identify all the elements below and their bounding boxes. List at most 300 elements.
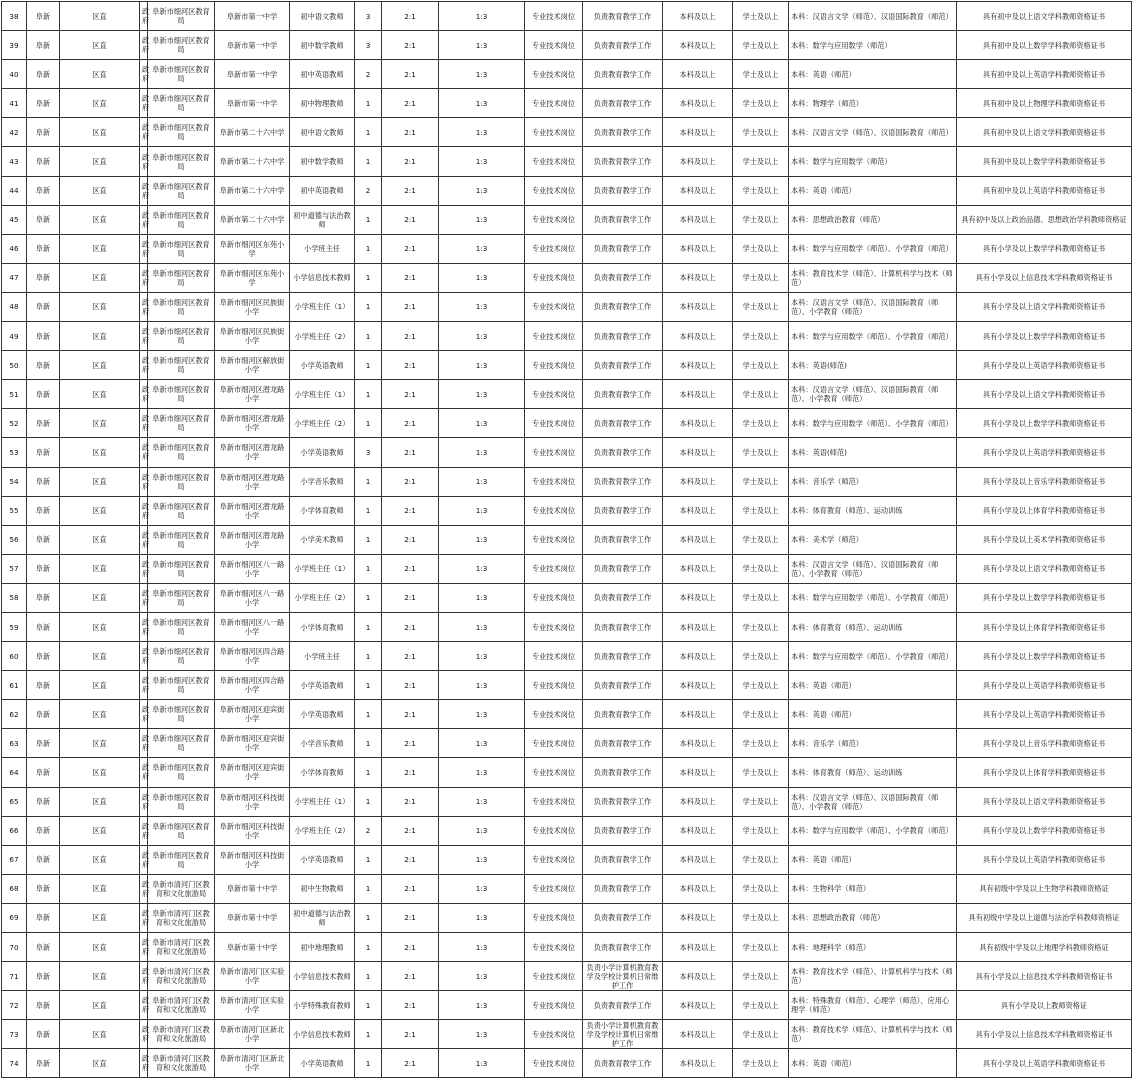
duty-cell: 负责教育教学工作 [583, 322, 663, 351]
certificate-cell: 具有小学及以上语文学科教师资格证书 [957, 787, 1132, 816]
level-cell: 区直 [60, 1049, 140, 1078]
ratio-cell: 2:1 [382, 991, 439, 1020]
duty-cell: 负责教育教学工作 [583, 292, 663, 321]
sector-cell: 政府 [140, 292, 148, 321]
sector-cell: 政府 [140, 89, 148, 118]
school-cell: 阜新市细河区四合路小学 [215, 642, 290, 671]
ratio-cell: 2:1 [382, 700, 439, 729]
ratio-cell: 2:1 [382, 147, 439, 176]
post-type-cell: 专业技术岗位 [525, 845, 583, 874]
department-cell: 阜新市细河区教育局 [148, 380, 215, 409]
level-cell: 区直 [60, 729, 140, 758]
position-cell: 小学班主任（1） [290, 380, 355, 409]
table-row [2, 176, 1132, 205]
city-cell: 阜新 [27, 205, 60, 234]
position-cell: 小学体育教师 [290, 612, 355, 641]
degree-cell: 学士及以上 [733, 1020, 789, 1049]
sector-cell: 政府 [140, 700, 148, 729]
post-type-cell: 专业技术岗位 [525, 991, 583, 1020]
certificate-cell: 具有初中及以上语文学科教师资格证书 [957, 2, 1132, 31]
ratio-cell: 2:1 [382, 816, 439, 845]
school-cell: 阜新市第十中学 [215, 903, 290, 932]
department-cell: 阜新市细河区教育局 [148, 205, 215, 234]
table-row [2, 1020, 1132, 1049]
post-type-cell: 专业技术岗位 [525, 292, 583, 321]
table-row [2, 409, 1132, 438]
sector-cell: 政府 [140, 612, 148, 641]
major-cell: 本科：生物科学（师范） [789, 874, 957, 903]
post-type-cell: 专业技术岗位 [525, 263, 583, 292]
sector-cell: 政府 [140, 322, 148, 351]
duty-cell: 负责小学计算机教育教学及学校计算机日常维护工作 [583, 962, 663, 991]
major-cell: 本科：英语(师范) [789, 438, 957, 467]
table-row [2, 845, 1132, 874]
degree-cell: 学士及以上 [733, 380, 789, 409]
level-cell: 区直 [60, 234, 140, 263]
department-cell: 阜新市细河区教育局 [148, 700, 215, 729]
row-number: 58 [2, 583, 27, 612]
education-cell: 本科及以上 [663, 991, 733, 1020]
position-cell: 小学英语教师 [290, 351, 355, 380]
quota-cell: 1 [355, 205, 382, 234]
level-cell: 区直 [60, 60, 140, 89]
table-row [2, 1049, 1132, 1078]
city-cell: 阜新 [27, 234, 60, 263]
table-row [2, 671, 1132, 700]
degree-cell: 学士及以上 [733, 991, 789, 1020]
department-cell: 阜新市细河区教育局 [148, 758, 215, 787]
quota-cell: 1 [355, 234, 382, 263]
quota-cell: 3 [355, 31, 382, 60]
level-cell: 区直 [60, 962, 140, 991]
row-number: 57 [2, 554, 27, 583]
school-cell: 阜新市第一中学 [215, 60, 290, 89]
exam-ratio-cell: 1:3 [439, 554, 525, 583]
certificate-cell: 具有初级中学及以上生物学科教师资格证 [957, 874, 1132, 903]
major-cell: 本科：思想政治教育（师范） [789, 205, 957, 234]
duty-cell: 负责教育教学工作 [583, 729, 663, 758]
quota-cell: 1 [355, 787, 382, 816]
post-type-cell: 专业技术岗位 [525, 409, 583, 438]
level-cell: 区直 [60, 292, 140, 321]
major-cell: 本科：物理学（师范） [789, 89, 957, 118]
city-cell: 阜新 [27, 671, 60, 700]
major-cell: 本科：数学与应用数学（师范） [789, 31, 957, 60]
school-cell: 阜新市细河区潜龙路小学 [215, 496, 290, 525]
duty-cell: 负责教育教学工作 [583, 816, 663, 845]
department-cell: 阜新市细河区教育局 [148, 409, 215, 438]
row-number: 62 [2, 700, 27, 729]
row-number: 67 [2, 845, 27, 874]
major-cell: 本科：思想政治教育（师范） [789, 903, 957, 932]
quota-cell: 1 [355, 612, 382, 641]
level-cell: 区直 [60, 118, 140, 147]
position-cell: 小学英语教师 [290, 438, 355, 467]
post-type-cell: 专业技术岗位 [525, 89, 583, 118]
sector-cell: 政府 [140, 263, 148, 292]
sector-cell: 政府 [140, 351, 148, 380]
row-number: 72 [2, 991, 27, 1020]
degree-cell: 学士及以上 [733, 234, 789, 263]
sector-cell: 政府 [140, 729, 148, 758]
education-cell: 本科及以上 [663, 1049, 733, 1078]
exam-ratio-cell: 1:3 [439, 700, 525, 729]
degree-cell: 学士及以上 [733, 642, 789, 671]
duty-cell: 负责教育教学工作 [583, 496, 663, 525]
city-cell: 阜新 [27, 467, 60, 496]
quota-cell: 1 [355, 991, 382, 1020]
education-cell: 本科及以上 [663, 292, 733, 321]
sector-cell: 政府 [140, 671, 148, 700]
level-cell: 区直 [60, 380, 140, 409]
department-cell: 阜新市细河区教育局 [148, 642, 215, 671]
certificate-cell: 具有初中及以上英语学科教师资格证书 [957, 60, 1132, 89]
school-cell: 阜新市第一中学 [215, 2, 290, 31]
post-type-cell: 专业技术岗位 [525, 671, 583, 700]
level-cell: 区直 [60, 409, 140, 438]
education-cell: 本科及以上 [663, 903, 733, 932]
exam-ratio-cell: 1:3 [439, 729, 525, 758]
position-cell: 小学班主任（1） [290, 554, 355, 583]
degree-cell: 学士及以上 [733, 409, 789, 438]
education-cell: 本科及以上 [663, 322, 733, 351]
table-row [2, 292, 1132, 321]
quota-cell: 1 [355, 874, 382, 903]
quota-cell: 1 [355, 583, 382, 612]
table-row [2, 438, 1132, 467]
duty-cell: 负责教育教学工作 [583, 874, 663, 903]
row-number: 38 [2, 2, 27, 31]
department-cell: 阜新市清河门区教育和文化旅游局 [148, 962, 215, 991]
education-cell: 本科及以上 [663, 612, 733, 641]
row-number: 52 [2, 409, 27, 438]
school-cell: 阜新市细河区潜龙路小学 [215, 525, 290, 554]
post-type-cell: 专业技术岗位 [525, 1049, 583, 1078]
level-cell: 区直 [60, 351, 140, 380]
department-cell: 阜新市清河门区教育和文化旅游局 [148, 874, 215, 903]
school-cell: 阜新市细河区民族街小学 [215, 292, 290, 321]
level-cell: 区直 [60, 1020, 140, 1049]
school-cell: 阜新市细河区迎宾街小学 [215, 758, 290, 787]
ratio-cell: 2:1 [382, 787, 439, 816]
department-cell: 阜新市清河门区教育和文化旅游局 [148, 991, 215, 1020]
degree-cell: 学士及以上 [733, 351, 789, 380]
quota-cell: 1 [355, 758, 382, 787]
ratio-cell: 2:1 [382, 874, 439, 903]
ratio-cell: 2:1 [382, 467, 439, 496]
city-cell: 阜新 [27, 787, 60, 816]
certificate-cell: 具有初中及以上物理学科教师资格证书 [957, 89, 1132, 118]
quota-cell: 1 [355, 496, 382, 525]
row-number: 74 [2, 1049, 27, 1078]
ratio-cell: 2:1 [382, 292, 439, 321]
sector-cell: 政府 [140, 787, 148, 816]
post-type-cell: 专业技术岗位 [525, 176, 583, 205]
table-row [2, 147, 1132, 176]
certificate-cell: 具有小学及以上信息技术学科教师资格证书 [957, 1020, 1132, 1049]
city-cell: 阜新 [27, 438, 60, 467]
row-number: 61 [2, 671, 27, 700]
ratio-cell: 2:1 [382, 903, 439, 932]
row-number: 66 [2, 816, 27, 845]
degree-cell: 学士及以上 [733, 1049, 789, 1078]
quota-cell: 1 [355, 525, 382, 554]
degree-cell: 学士及以上 [733, 2, 789, 31]
department-cell: 阜新市细河区教育局 [148, 467, 215, 496]
certificate-cell: 具有小学及以上英语学科教师资格证书 [957, 671, 1132, 700]
exam-ratio-cell: 1:3 [439, 671, 525, 700]
ratio-cell: 2:1 [382, 554, 439, 583]
exam-ratio-cell: 1:3 [439, 234, 525, 263]
row-number: 73 [2, 1020, 27, 1049]
quota-cell: 1 [355, 729, 382, 758]
ratio-cell: 2:1 [382, 729, 439, 758]
degree-cell: 学士及以上 [733, 322, 789, 351]
duty-cell: 负责教育教学工作 [583, 438, 663, 467]
school-cell: 阜新市细河区八一路小学 [215, 554, 290, 583]
ratio-cell: 2:1 [382, 2, 439, 31]
row-number: 54 [2, 467, 27, 496]
level-cell: 区直 [60, 991, 140, 1020]
major-cell: 本科：英语(师范) [789, 351, 957, 380]
level-cell: 区直 [60, 438, 140, 467]
education-cell: 本科及以上 [663, 234, 733, 263]
sector-cell: 政府 [140, 234, 148, 263]
row-number: 48 [2, 292, 27, 321]
city-cell: 阜新 [27, 118, 60, 147]
city-cell: 阜新 [27, 380, 60, 409]
table-row [2, 816, 1132, 845]
duty-cell: 负责教育教学工作 [583, 1049, 663, 1078]
table-row [2, 787, 1132, 816]
quota-cell: 1 [355, 903, 382, 932]
row-number: 45 [2, 205, 27, 234]
position-cell: 小学班主任（2） [290, 322, 355, 351]
position-cell: 小学美术教师 [290, 525, 355, 554]
position-cell: 小学特殊教育教师 [290, 991, 355, 1020]
school-cell: 阜新市细河区迎宾街小学 [215, 700, 290, 729]
degree-cell: 学士及以上 [733, 729, 789, 758]
table-body [2, 2, 1132, 1078]
level-cell: 区直 [60, 322, 140, 351]
department-cell: 阜新市细河区教育局 [148, 438, 215, 467]
school-cell: 阜新市清河门区实验小学 [215, 962, 290, 991]
post-type-cell: 专业技术岗位 [525, 322, 583, 351]
education-cell: 本科及以上 [663, 729, 733, 758]
certificate-cell: 具有小学及以上数学学科教师资格证书 [957, 409, 1132, 438]
city-cell: 阜新 [27, 583, 60, 612]
certificate-cell: 具有小学及以上数学学科教师资格证书 [957, 234, 1132, 263]
table-row [2, 2, 1132, 31]
degree-cell: 学士及以上 [733, 263, 789, 292]
sector-cell: 政府 [140, 205, 148, 234]
sector-cell: 政府 [140, 874, 148, 903]
duty-cell: 负责教育教学工作 [583, 845, 663, 874]
ratio-cell: 2:1 [382, 525, 439, 554]
row-number: 47 [2, 263, 27, 292]
post-type-cell: 专业技术岗位 [525, 612, 583, 641]
school-cell: 阜新市第一中学 [215, 89, 290, 118]
ratio-cell: 2:1 [382, 758, 439, 787]
city-cell: 阜新 [27, 147, 60, 176]
ratio-cell: 2:1 [382, 612, 439, 641]
major-cell: 本科：数学与应用数学（师范）、小学教育（师范） [789, 583, 957, 612]
department-cell: 阜新市细河区教育局 [148, 671, 215, 700]
position-cell: 初中道德与法治教师 [290, 205, 355, 234]
major-cell: 本科：汉语言文学（师范）、汉语国际教育（师范）、小学教育（师范） [789, 292, 957, 321]
degree-cell: 学士及以上 [733, 933, 789, 962]
duty-cell: 负责教育教学工作 [583, 263, 663, 292]
school-cell: 阜新市清河门区实验小学 [215, 991, 290, 1020]
quota-cell: 1 [355, 671, 382, 700]
exam-ratio-cell: 1:3 [439, 118, 525, 147]
exam-ratio-cell: 1:3 [439, 176, 525, 205]
education-cell: 本科及以上 [663, 118, 733, 147]
certificate-cell: 具有初中及以上语文学科教师资格证书 [957, 118, 1132, 147]
city-cell: 阜新 [27, 700, 60, 729]
education-cell: 本科及以上 [663, 176, 733, 205]
certificate-cell: 具有小学及以上美术学科教师资格证书 [957, 525, 1132, 554]
post-type-cell: 专业技术岗位 [525, 758, 583, 787]
post-type-cell: 专业技术岗位 [525, 816, 583, 845]
level-cell: 区直 [60, 176, 140, 205]
sector-cell: 政府 [140, 525, 148, 554]
position-cell: 初中语文教师 [290, 2, 355, 31]
level-cell: 区直 [60, 671, 140, 700]
duty-cell: 负责教育教学工作 [583, 787, 663, 816]
position-cell: 初中语文教师 [290, 118, 355, 147]
city-cell: 阜新 [27, 31, 60, 60]
school-cell: 阜新市细河区东苑小学 [215, 234, 290, 263]
exam-ratio-cell: 1:3 [439, 1049, 525, 1078]
row-number: 42 [2, 118, 27, 147]
degree-cell: 学士及以上 [733, 60, 789, 89]
row-number: 50 [2, 351, 27, 380]
table-row [2, 89, 1132, 118]
certificate-cell: 具有小学及以上数学学科教师资格证书 [957, 322, 1132, 351]
certificate-cell: 具有初中及以上数学学科教师资格证书 [957, 147, 1132, 176]
table-row [2, 351, 1132, 380]
table-row [2, 467, 1132, 496]
exam-ratio-cell: 1:3 [439, 89, 525, 118]
level-cell: 区直 [60, 903, 140, 932]
quota-cell: 1 [355, 147, 382, 176]
duty-cell: 负责教育教学工作 [583, 467, 663, 496]
duty-cell: 负责教育教学工作 [583, 583, 663, 612]
certificate-cell: 具有小学及以上英语学科教师资格证书 [957, 438, 1132, 467]
exam-ratio-cell: 1:3 [439, 991, 525, 1020]
post-type-cell: 专业技术岗位 [525, 380, 583, 409]
major-cell: 本科：汉语言文学（师范）、汉语国际教育（师范）、小学教育（师范） [789, 380, 957, 409]
school-cell: 阜新市第十中学 [215, 874, 290, 903]
city-cell: 阜新 [27, 409, 60, 438]
education-cell: 本科及以上 [663, 758, 733, 787]
major-cell: 本科：英语（师范） [789, 176, 957, 205]
department-cell: 阜新市细河区教育局 [148, 583, 215, 612]
certificate-cell: 具有小学及以上体育学科教师资格证书 [957, 758, 1132, 787]
ratio-cell: 2:1 [382, 31, 439, 60]
major-cell: 本科：英语（师范） [789, 60, 957, 89]
sector-cell: 政府 [140, 2, 148, 31]
level-cell: 区直 [60, 700, 140, 729]
certificate-cell: 具有初中及以上数学学科教师资格证书 [957, 31, 1132, 60]
city-cell: 阜新 [27, 2, 60, 31]
sector-cell: 政府 [140, 118, 148, 147]
post-type-cell: 专业技术岗位 [525, 700, 583, 729]
exam-ratio-cell: 1:3 [439, 2, 525, 31]
major-cell: 本科：体育教育（师范）、运动训练 [789, 758, 957, 787]
post-type-cell: 专业技术岗位 [525, 438, 583, 467]
school-cell: 阜新市细河区迎宾街小学 [215, 729, 290, 758]
post-type-cell: 专业技术岗位 [525, 467, 583, 496]
major-cell: 本科：汉语言文学（师范）、汉语国际教育（师范） [789, 2, 957, 31]
exam-ratio-cell: 1:3 [439, 845, 525, 874]
quota-cell: 1 [355, 118, 382, 147]
education-cell: 本科及以上 [663, 2, 733, 31]
level-cell: 区直 [60, 758, 140, 787]
duty-cell: 负责教育教学工作 [583, 205, 663, 234]
position-cell: 小学班主任（2） [290, 583, 355, 612]
department-cell: 阜新市清河门区教育和文化旅游局 [148, 933, 215, 962]
degree-cell: 学士及以上 [733, 612, 789, 641]
sector-cell: 政府 [140, 176, 148, 205]
position-cell: 初中数学教师 [290, 147, 355, 176]
certificate-cell: 具有小学及以上英语学科教师资格证书 [957, 351, 1132, 380]
duty-cell: 负责教育教学工作 [583, 903, 663, 932]
education-cell: 本科及以上 [663, 205, 733, 234]
level-cell: 区直 [60, 263, 140, 292]
school-cell: 阜新市细河区潜龙路小学 [215, 409, 290, 438]
department-cell: 阜新市清河门区教育和文化旅游局 [148, 1049, 215, 1078]
sector-cell: 政府 [140, 1049, 148, 1078]
exam-ratio-cell: 1:3 [439, 787, 525, 816]
duty-cell: 负责教育教学工作 [583, 671, 663, 700]
city-cell: 阜新 [27, 903, 60, 932]
city-cell: 阜新 [27, 1020, 60, 1049]
table-row [2, 700, 1132, 729]
education-cell: 本科及以上 [663, 642, 733, 671]
duty-cell: 负责教育教学工作 [583, 234, 663, 263]
level-cell: 区直 [60, 583, 140, 612]
exam-ratio-cell: 1:3 [439, 205, 525, 234]
sector-cell: 政府 [140, 583, 148, 612]
post-type-cell: 专业技术岗位 [525, 1020, 583, 1049]
exam-ratio-cell: 1:3 [439, 758, 525, 787]
table-row [2, 263, 1132, 292]
exam-ratio-cell: 1:3 [439, 322, 525, 351]
department-cell: 阜新市细河区教育局 [148, 729, 215, 758]
degree-cell: 学士及以上 [733, 147, 789, 176]
quota-cell: 2 [355, 176, 382, 205]
certificate-cell: 具有小学及以上数学学科教师资格证书 [957, 816, 1132, 845]
degree-cell: 学士及以上 [733, 758, 789, 787]
duty-cell: 负责教育教学工作 [583, 31, 663, 60]
city-cell: 阜新 [27, 729, 60, 758]
certificate-cell: 具有初级中学及以上道德与法治学科教师资格证 [957, 903, 1132, 932]
major-cell: 本科：数学与应用数学（师范）、小学教育（师范） [789, 642, 957, 671]
row-number: 51 [2, 380, 27, 409]
position-cell: 小学体育教师 [290, 496, 355, 525]
education-cell: 本科及以上 [663, 525, 733, 554]
certificate-cell: 具有小学及以上语文学科教师资格证书 [957, 380, 1132, 409]
exam-ratio-cell: 1:3 [439, 962, 525, 991]
certificate-cell: 具有小学及以上数学学科教师资格证书 [957, 583, 1132, 612]
degree-cell: 学士及以上 [733, 438, 789, 467]
department-cell: 阜新市细河区教育局 [148, 554, 215, 583]
row-number: 60 [2, 642, 27, 671]
department-cell: 阜新市细河区教育局 [148, 234, 215, 263]
duty-cell: 负责教育教学工作 [583, 991, 663, 1020]
